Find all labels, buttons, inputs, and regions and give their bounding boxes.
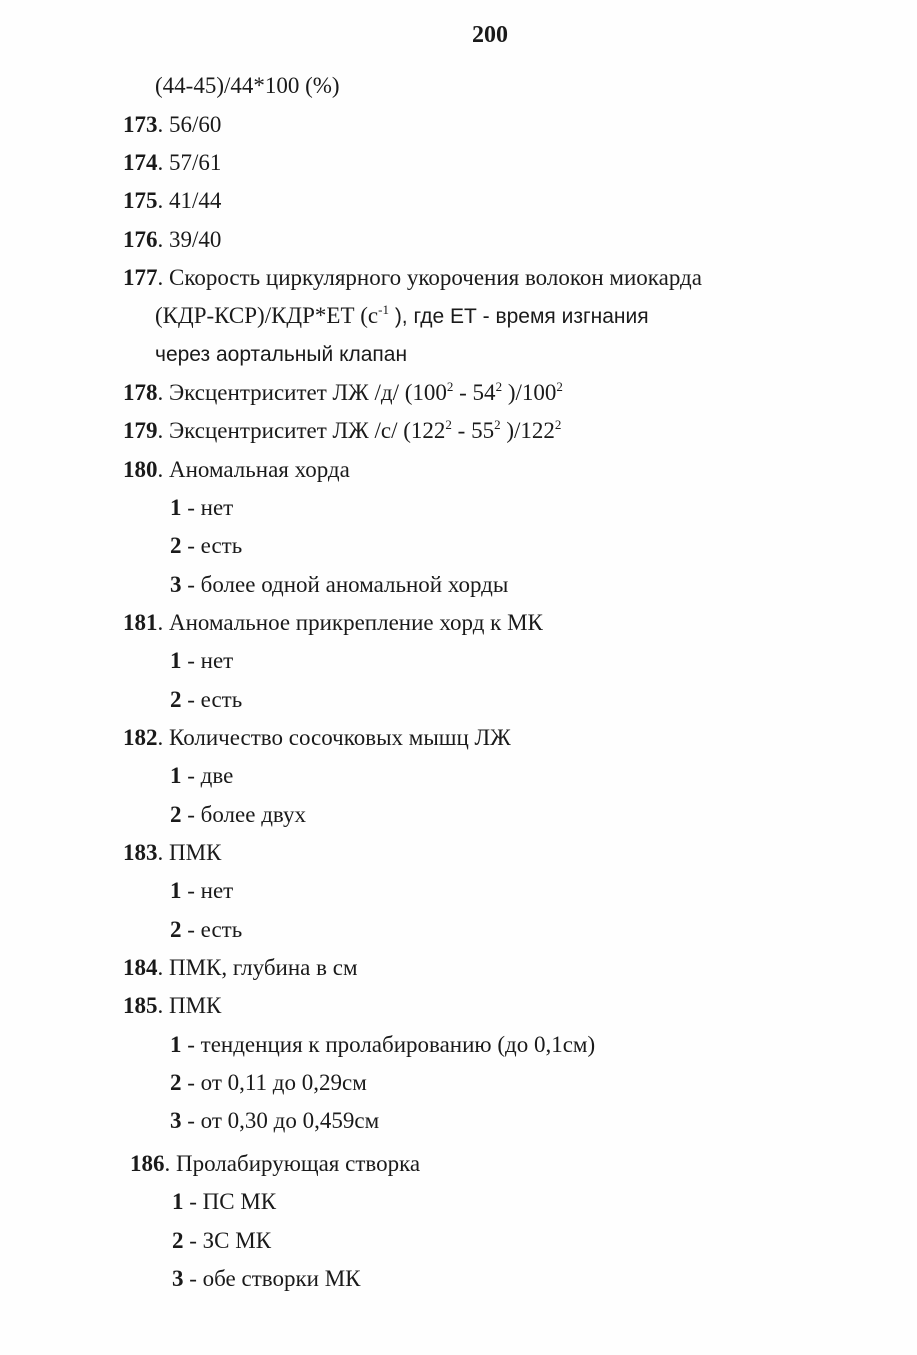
item-178: 178. Эксцентриситет ЛЖ /д/ ($100^2 - 54^2$ )$/100^2$ — [123, 379, 563, 405]
item-177-continuation: через аортальный клапан — [155, 343, 408, 366]
item-180-option-2: 2 - есть — [170, 533, 243, 558]
item-183-option-1: 1 - нет — [170, 878, 234, 903]
item-183: 183. ПМК — [123, 840, 222, 865]
item-186-option-3: 3 - обе створки МК — [172, 1266, 361, 1291]
formula-line: (44-45)/44*100 (%) — [155, 73, 340, 98]
item-183-option-2: 2 - есть — [170, 917, 243, 942]
item-176: 176. 39/40 — [123, 227, 222, 252]
item-182-option-1: 1 - две — [170, 763, 234, 788]
item-181: 181. Аномальное прикрепление хорд к МК — [123, 610, 543, 635]
item-182: 182. Количество сосочковых мышц ЛЖ — [123, 725, 511, 750]
item-184: 184. ПМК, глубина в см — [123, 955, 358, 980]
item-180: 180. Аномальная хорда — [123, 457, 350, 482]
item-182-option-2: 2 - более двух — [170, 802, 306, 827]
item-175: 175. 41/44 — [123, 188, 222, 213]
item-185-option-2: 2 - от 0,11 до 0,29см — [170, 1070, 367, 1095]
item-186: 186. Пролабирующая створка — [130, 1151, 421, 1176]
item-173: 173. 56/60 — [123, 112, 222, 137]
item-185: 185. ПМК — [123, 993, 222, 1018]
item-179: 179. Эксцентриситет ЛЖ /с/ ($122^2 - 55^2$ )$/122^2$ — [123, 417, 562, 443]
item-177-formula: (КДР-КСР)/КДР*ЕТ ($с^{-1}$ ), где ЕТ - время изгнания — [155, 302, 649, 328]
item-180-option-3: 3 - более одной аномальной хорды — [170, 572, 509, 597]
page-number: 200 — [472, 22, 508, 48]
item-186-option-2: 2 - ЗС МК — [172, 1228, 272, 1253]
item-185-option-1: 1 - тенденция к пролабированию (до 0,1см) — [170, 1032, 596, 1057]
item-181-option-1: 1 - нет — [170, 648, 234, 673]
item-177: 177. Скорость циркулярного укорочения волокон миокарда — [123, 265, 702, 290]
item-180-option-1: 1 - нет — [170, 495, 234, 520]
item-185-option-3: 3 - от 0,30 до 0,459см — [170, 1108, 380, 1133]
item-174: 174. 57/61 — [123, 150, 222, 175]
item-186-option-1: 1 - ПС МК — [172, 1189, 277, 1214]
item-181-option-2: 2 - есть — [170, 687, 243, 712]
